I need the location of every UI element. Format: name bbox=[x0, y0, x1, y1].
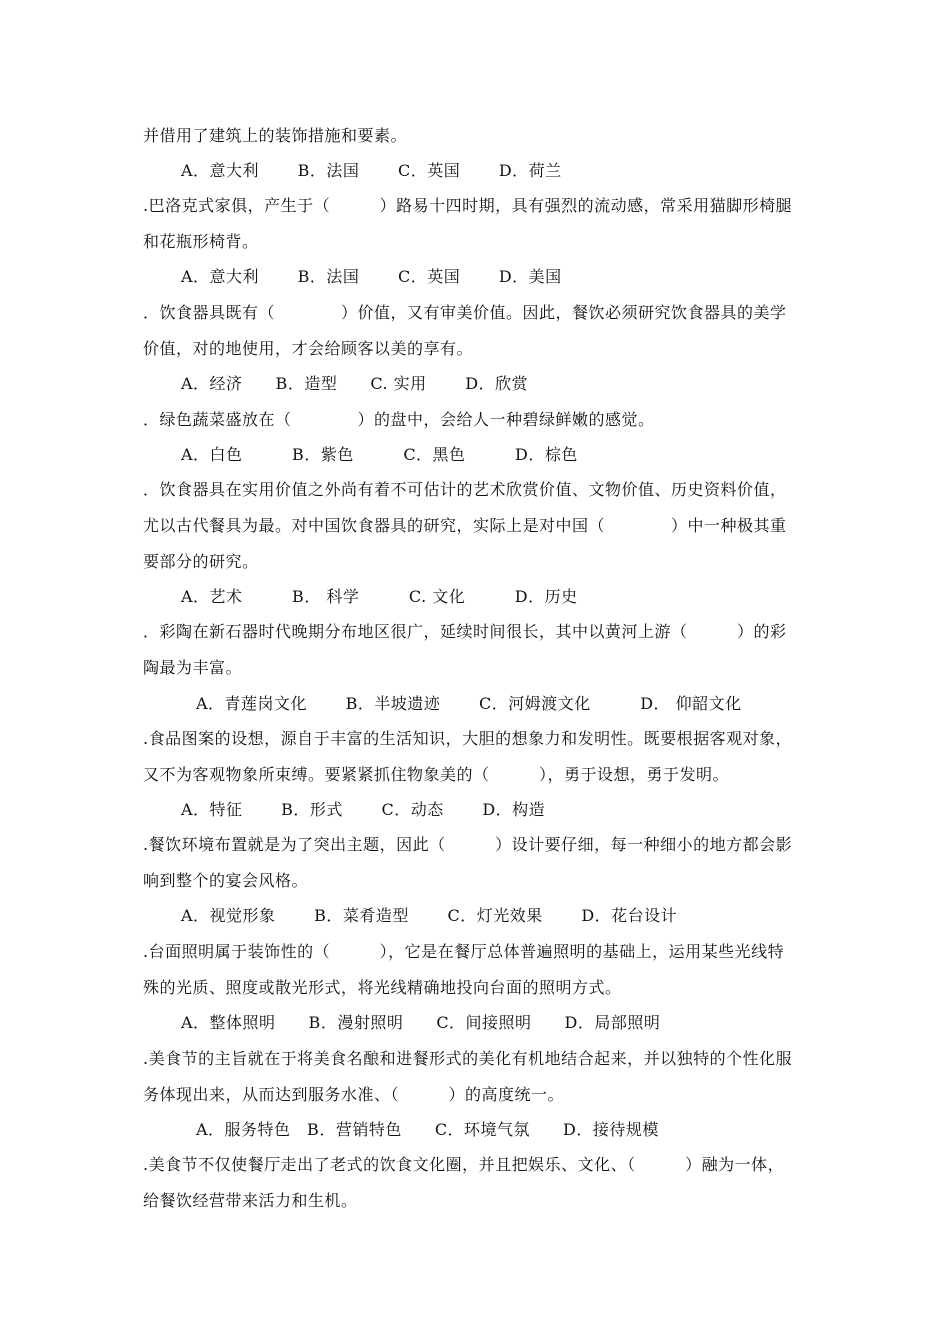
question-text-line: 务体现出来，从而达到服务水准、（ ）的高度统一。 bbox=[143, 1085, 565, 1104]
answer-options-line: A．青莲岗文化 B．半坡遗迹 C．河姆渡文化 D． 仰韶文化 bbox=[196, 694, 742, 713]
answer-options-line: A．意大利 B．法国 C．英国 D．荷兰 bbox=[181, 161, 562, 180]
question-text-line: ．彩陶在新石器时代晚期分布地区很广，延续时间很长，其中以黄河上游（ ）的彩 bbox=[143, 622, 787, 641]
question-text-line: 给餐饮经营带来活力和生机。 bbox=[143, 1191, 358, 1210]
question-text-line: .食品图案的设想，源自于丰富的生活知识，大胆的想象力和发明性。既要根据客观对象， bbox=[143, 729, 793, 748]
question-text-line: .台面照明属于装饰性的（ ），它是在餐厅总体普遍照明的基础上，运用某些光线特 bbox=[143, 942, 785, 961]
answer-options-line: A．艺术 B． 科学 C. 文化 D．历史 bbox=[181, 587, 578, 606]
question-text-line: 要部分的研究。 bbox=[143, 552, 259, 571]
question-text-line: .美食节的主旨就在于将美食名酿和进餐形式的美化有机地结合起来，并以独特的个性化服 bbox=[143, 1049, 793, 1068]
answer-options-line: A．特征 B．形式 C．动态 D．构造 bbox=[181, 800, 546, 819]
question-text-line: 陶最为丰富。 bbox=[143, 658, 243, 677]
answer-options-line: A．服务特色 B．营销特色 C．环境气氛 D．接待规模 bbox=[196, 1120, 659, 1139]
question-text-line: 尤以古代餐具为最。对中国饮食器具的研究，实际上是对中国（ ）中一种极其重 bbox=[143, 516, 787, 535]
question-text-line: ．饮食器具既有（ ）价值，又有审美价值。因此，餐饮必须研究饮食器具的美学 bbox=[143, 303, 787, 322]
question-text-line: 并借用了建筑上的装饰措施和要素。 bbox=[143, 126, 408, 145]
question-text-line: 价值，对的地使用，才会给顾客以美的享有。 bbox=[143, 339, 474, 358]
question-text-line: ．绿色蔬菜盛放在（ ）的盘中，会给人一种碧绿鲜嫩的感觉。 bbox=[143, 410, 655, 429]
question-text-line: 又不为客观物象所束缚。要紧紧抓住物象美的（ ），勇于设想，勇于发明。 bbox=[143, 765, 730, 784]
question-text-line: .美食节不仅使餐厅走出了老式的饮食文化圈，并且把娱乐、文化、（ ）融为一体， bbox=[143, 1155, 785, 1174]
question-text-line: ．饮食器具在实用价值之外尚有着不可估计的艺术欣赏价值、文物价值、历史资料价值， bbox=[143, 480, 787, 499]
question-text-line: .餐饮环境布置就是为了突出主题，因此（ ）设计要仔细，每一种细小的地方都会影 bbox=[143, 835, 793, 854]
answer-options-line: A．白色 B．紫色 C．黑色 D．棕色 bbox=[181, 445, 578, 464]
answer-options-line: A．整体照明 B．漫射照明 C．间接照明 D．局部照明 bbox=[181, 1013, 661, 1032]
question-text-line: .巴洛克式家俱，产生于（ ）路易十四时期，具有强烈的流动感，常采用猫脚形椅腿 bbox=[143, 196, 793, 215]
question-text-line: 和花瓶形椅背。 bbox=[143, 232, 259, 251]
question-text-line: 殊的光质、照度或散光形式，将光线精确地投向台面的照明方式。 bbox=[143, 978, 622, 997]
answer-options-line: A．意大利 B．法国 C．英国 D．美国 bbox=[181, 267, 562, 286]
answer-options-line: A．经济 B．造型 C. 实用 D．欣赏 bbox=[181, 374, 529, 393]
answer-options-line: A．视觉形象 B．菜肴造型 C．灯光效果 D．花台设计 bbox=[181, 906, 678, 925]
question-text-line: 响到整个的宴会风格。 bbox=[143, 871, 309, 890]
